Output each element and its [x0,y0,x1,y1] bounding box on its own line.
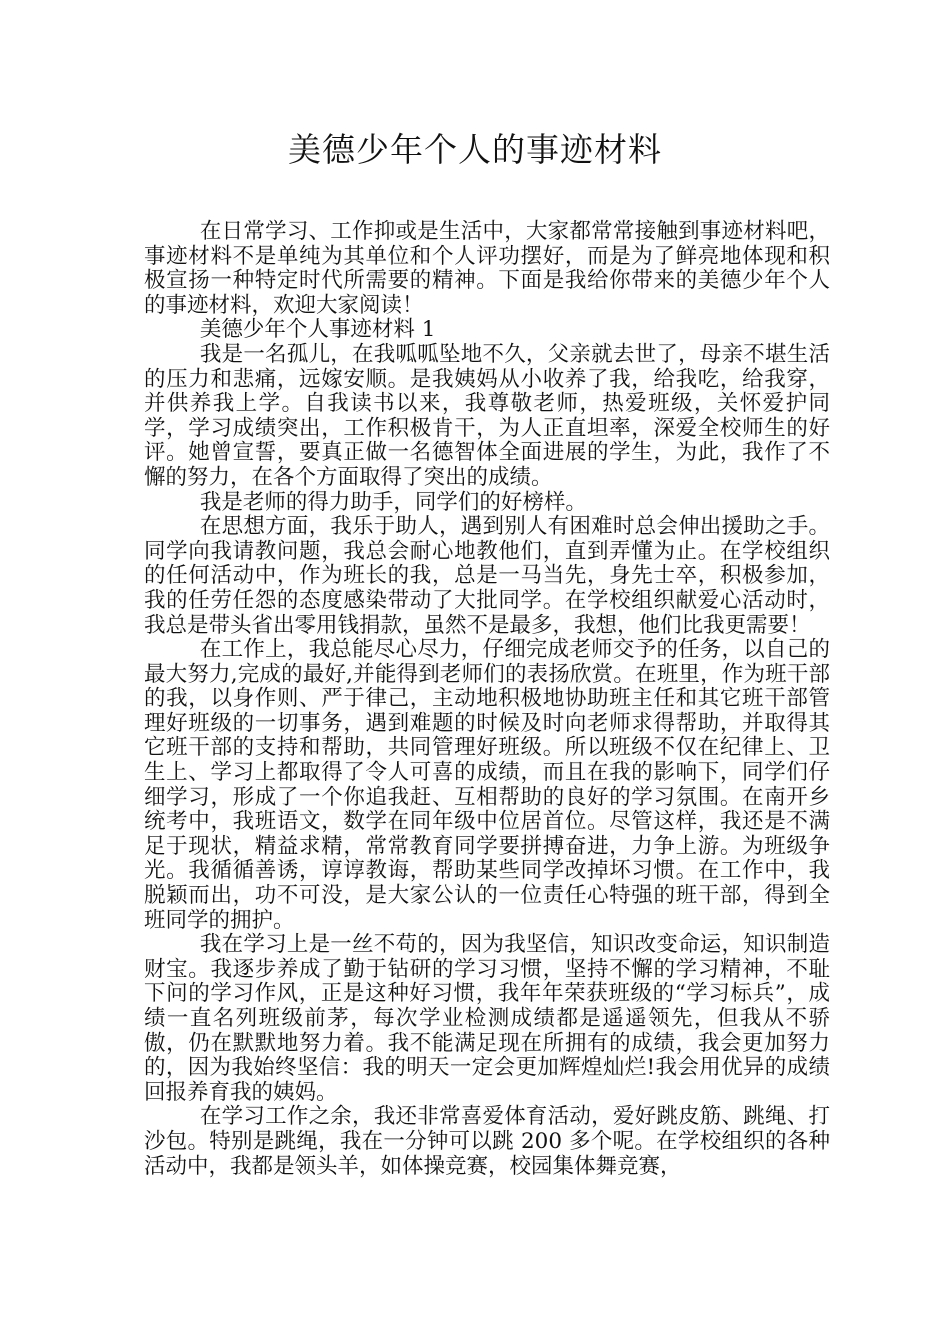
paragraph-thought: 在思想方面，我乐于助人，遇到别人有困难时总会伸出援助之手。同学向我请教问题，我总会耐心地教他们，直到弄懂为止。在学校组织的任何活动中，作为班长的我，总是一马当先，身先士卒，积极参加，我的任劳任怨的态度感染带动了大批同学。在学校组织献爱心活动时，我总是带头省出零用钱捐款，虽然不是最多，我想，他们比我更需要！ [144,514,830,638]
section-heading: 美德少年个人事迹材料 1 [199,317,436,343]
paragraph-study: 我在学习上是一丝不苟的，因为我坚信，知识改变命运，知识制造财宝。我逐步养成了勤于钻研的学习习惯，坚持不懈的学习精神，不耻下问的学习作风，正是这种好习惯，我年年荣获班级的“学习标兵”，成绩一直名列班级前茅，每次学业检测成绩都是遥遥领先，但我从不骄傲，仍在默默地努力着。我不能满足现在所拥有的成绩，我会更加努力的，因为我始终坚信：我的明天一定会更加辉煌灿烂!我会用优异的成绩回报养育我的姨妈。 [144,932,830,1105]
document-title: 美德少年个人的事迹材料 [288,130,662,169]
paragraph-role-model: 我是老师的得力助手，同学们的好榜样。 [199,489,587,515]
document-body [144,220,830,1179]
paragraph-background: 我是一名孤儿，在我呱呱坠地不久，父亲就去世了，母亲不堪生活的压力和悲痛，远嫁安顺。是我姨妈从小收养了我，给我吃，给我穿，并供养我上学。自我读书以来，我尊敬老师，热爱班级，关怀爱护同学，学习成绩突出，工作积极肯干，为人正直坦率，深爱全校师生的好评。她曾宣誓，要真正做一名德智体全面进展的学生，为此，我作了不懈的努力，在各个方面取得了突出的成绩。 [144,341,830,490]
paragraph-intro: 在日常学习、工作抑或是生活中，大家都常常接触到事迹材料吧，事迹材料不是单纯为其单位和个人评功摆好，而是为了鲜亮地体现和积极宣扬一种特定时代所需要的精神。下面是我给你带来的美德少年个人的事迹材料，欢迎大家阅读！ [144,219,830,318]
paragraph-work: 在工作上，我总能尽心尽力，仔细完成老师交予的任务，以自己的最大努力,完成的最好,并能得到老师们的表扬欣赏。在班里，作为班干部的我，以身作则、严于律己，主动地积极地协助班主任和其它班干部管理好班级的一切事务，遇到难题的时候及时向老师求得帮助，并取得其它班干部的支持和帮助，共同管理好班级。所以班级不仅在纪律上、卫生上、学习上都取得了令人可喜的成绩，而且在我的影响下，同学们仔细学习，形成了一个你追我赶、互相帮助的良好的学习氛围。在南开乡统考中，我班语文，数学在同年级中位居首位。尽管这样，我还是不满足于现状，精益求精，常常教育同学要拼搏奋进，力争上游。为班级争光。我循循善诱，谆谆教诲，帮助某些同学改掉坏习惯。在工作中，我脱颖而出，功不可没，是大家公认的一位责任心特强的班干部，得到全班同学的拥护。 [144,637,830,933]
paragraph-sports: 在学习工作之余，我还非常喜爱体育活动，爱好跳皮筋、跳绳、打沙包。特别是跳绳，我在一分钟可以跳 200 多个呢。在学校组织的各种活动中，我都是领头羊，如体操竞赛，校园集体舞竞赛， [144,1104,830,1179]
